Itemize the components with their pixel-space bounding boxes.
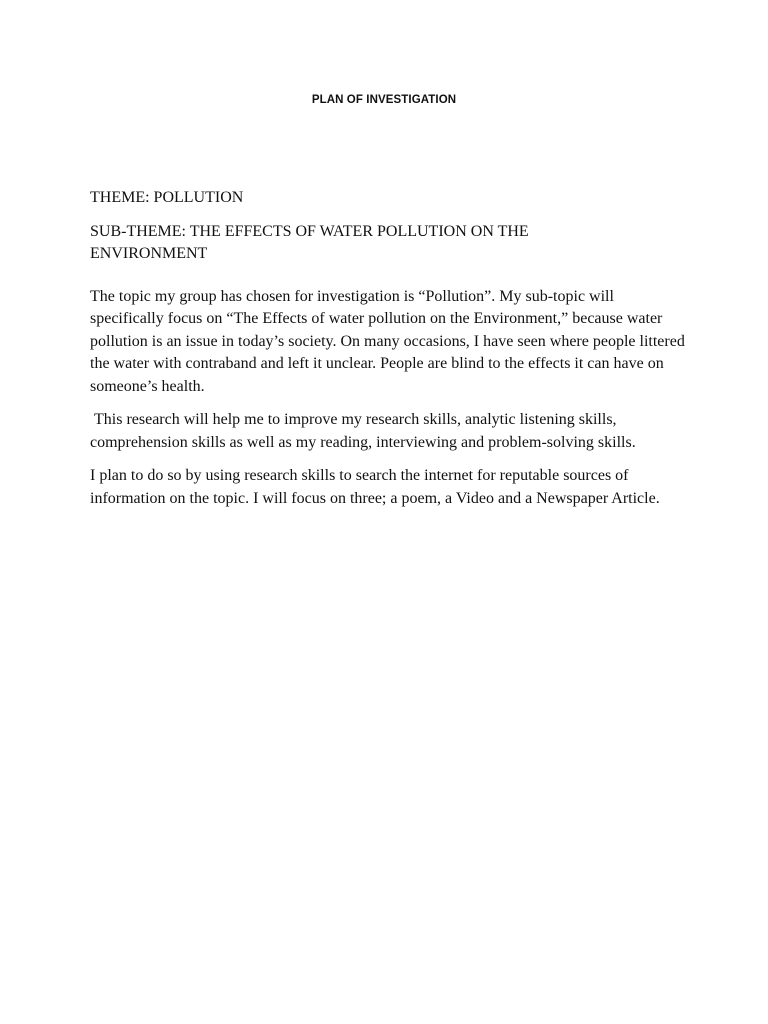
document-body [90,187,690,521]
theme-heading: THEME: POLLUTION [90,189,244,206]
paragraph-plan: I plan to do so by using research skills to search the internet for reputable sources of information on the topic. I will focus on three; a poem, a Video and a Newspaper Article. [90,467,660,507]
sub-theme-heading: SUB-THEME: THE EFFECTS OF WATER POLLUTION ON THE ENVIRONMENT [90,222,529,262]
document-title: PLAN OF INVESTIGATION [311,94,457,106]
paragraph-topic: The topic my group has chosen for investigation is “Pollution”. My sub-topic will specifically focus on “The Effects of water pollution on the Environment,” because water pollution is an issue in today’s society. On many occasions, I have seen where people littered the water with contraband and left it unclear. People are blind to the effects it can have on someone’s health. [90,287,685,395]
paragraph-skills: This research will help me to improve my research skills, analytic listening skills, comprehension skills as well as my reading, interviewing and problem-solving skills. [90,411,636,451]
